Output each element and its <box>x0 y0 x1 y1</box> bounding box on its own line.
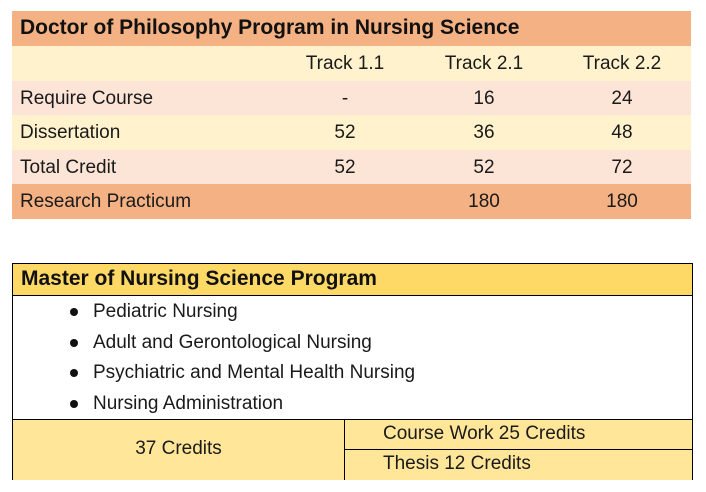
course-work-credits: Course Work 25 Credits <box>383 423 586 444</box>
table-cell: 180 <box>468 191 500 212</box>
major-label: Psychiatric and Mental Health Nursing <box>93 362 416 383</box>
row-label: Dissertation <box>20 122 121 143</box>
course-work-credits-cell <box>345 420 692 450</box>
table-row <box>12 184 691 219</box>
table-cell: 180 <box>606 191 638 212</box>
credits-row <box>13 419 692 480</box>
table-cell: 52 <box>334 122 356 143</box>
list-item <box>13 389 415 420</box>
total-credits: 37 Credits <box>13 420 345 480</box>
master-title-row <box>13 264 692 296</box>
phd-program-table <box>12 11 691 219</box>
bullet-icon <box>70 339 78 347</box>
row-label: Total Credit <box>20 156 117 178</box>
table-cell: 52 <box>334 156 356 178</box>
thesis-credits: Thesis 12 Credits <box>383 453 531 474</box>
thesis-credits-cell <box>345 450 692 479</box>
bullet-icon <box>70 400 78 408</box>
phd-title-row <box>12 11 691 46</box>
column-header-track-2-1: Track 2.1 <box>444 53 524 74</box>
major-label: Nursing Administration <box>93 392 284 414</box>
bullet-icon <box>70 308 78 316</box>
column-header-track-2-2: Track 2.2 <box>582 53 662 74</box>
list-item <box>13 297 415 328</box>
list-item <box>13 358 415 389</box>
table-cell: 16 <box>473 87 495 109</box>
master-title: Master of Nursing Science Program <box>21 267 377 290</box>
row-label: Require Course <box>20 87 154 109</box>
table-cell: 72 <box>611 156 633 178</box>
table-row <box>12 115 691 150</box>
table-row <box>12 150 691 185</box>
bullet-icon <box>70 369 78 377</box>
major-list <box>13 297 415 419</box>
list-item <box>13 328 415 359</box>
table-cell: 48 <box>611 122 633 143</box>
major-label: Adult and Gerontological Nursing <box>93 331 372 353</box>
column-header-track-1-1: Track 1.1 <box>305 53 385 74</box>
phd-title: Doctor of Philosophy Program in Nursing Science <box>20 16 520 39</box>
table-cell: - <box>341 87 349 109</box>
major-label: Pediatric Nursing <box>93 301 238 322</box>
table-cell: 24 <box>611 87 633 109</box>
table-row <box>12 81 691 116</box>
table-cell: 52 <box>473 156 495 178</box>
row-label: Research Practicum <box>20 191 192 212</box>
phd-header-row <box>12 46 691 81</box>
table-cell: 36 <box>473 122 495 143</box>
master-program-box <box>12 263 693 480</box>
